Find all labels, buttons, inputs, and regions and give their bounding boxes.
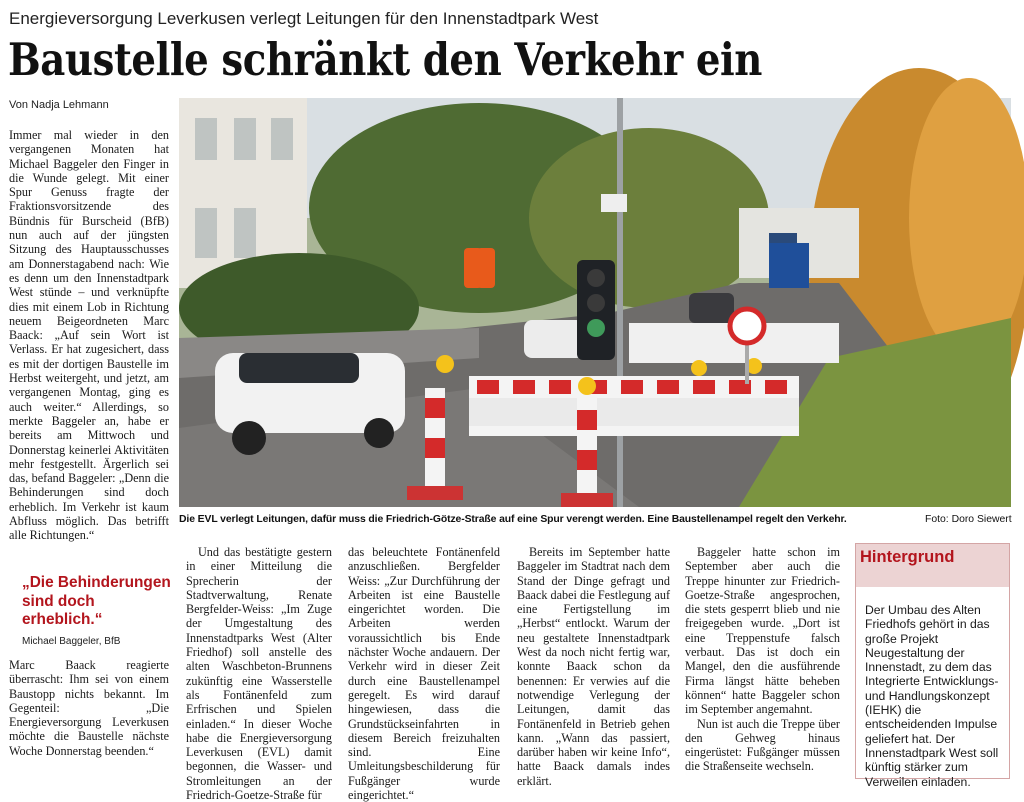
column-1-paragraph: Immer mal wieder in den vergangenen Monaten hat Michael Baggeler den Finger in die Wunde gelegt. Mit einer Spur Genuss fragte der Fraktionsvorsitzende des Bündnis für Burscheid (BfB) nun auch auf der jüngsten Sitzung des Hauptausschusses am Donnerstagabend nach: Wie es denn um den Innenstadtpark West stünde – und verknüpfte dies mit einem Lob in Richtung neuem Beigeordneten Marc Baack: „Auf sein Wort ist Verlass. Er hat zugesichert, dass es mit der dortigen Baustelle im Herbst weitergeht, und jetzt, am vergangenen Montag, ging es auch weiter.“ Allerdings, so merkte Baggeler an, habe er bereits am Mittwoch und Donnerstag keinerlei Aktivitäten mehr festgestellt. Ärgerlich sei das, befand Baggeler: „Denn die Behinderungen sind doch erheblich. Im Verkehr ist kaum Abfluss möglich. Das betrifft alle Richtungen.“: [9, 128, 169, 543]
column-2-paragraph: Und das bestätigte gestern in einer Mitteilung die Sprecherin der Stadtverwaltung, Renate Bergfelder-Weiss: „Im Zuge der Umgestaltung des Innenstadtparks West (Alter Friedhof) soll anstelle des alten Waschbeton-Brunnens zukünftig eine Wasserstelle als Fontänenfeld zum Erfrischen und Spielen einladen.“ In dieser Woche habe die Energieversorgung Leverkusen (EVL) damit begonnen, die Wasser- und Stromleitungen an der Friedrich-Goetze-Straße für: [186, 545, 332, 802]
photo-caption: Die EVL verlegt Leitungen, dafür muss die Friedrich-Götze-Straße auf eine Spur verengt werden. Eine Baustellenampel regelt den Verkehr.: [179, 514, 847, 525]
article-kicker: Energieversorgung Leverkusen verlegt Leitungen für den Innenstadtpark West: [9, 9, 599, 28]
background-info-box: [855, 543, 1010, 789]
column-5: [685, 545, 840, 780]
column-5-paragraph-1: Baggeler hatte schon im September aber auch die Treppe hinunter zur Friedrich-Goetze-Straße angesprochen, die stets gesperrt blieb und nie freigegeben wurde. „Dort ist eine Treppenstufe falsch verbaut. Das ist doch ein Mangel, den die ausführende Firma längst hätte beheben können“ hatte Baggeler schon im September angemahnt.: [685, 545, 840, 717]
column-4: [517, 545, 670, 788]
column-4-paragraph: Bereits im September hatte Baggeler im Stadtrat nach dem Stand der Dinge gefragt und Baack dabei die Festlegung auf eine Fertigstellung im „Herbst“ entlockt. Warum der neu gestaltete Innenstadtpark West da noch nicht fertig war, konnte Baack schon da benennen: Er verwies auf die notwendige Verlegung der Leitungen, damit das Fontänenfeld in Betrieb gehen kann. „Wann das passiert, darüber haben wir keine Info“, hatte Baack damals indes erklärt.: [517, 545, 670, 788]
pull-quote-source: Michael Baggeler, BfB: [22, 636, 121, 647]
background-info-text: Der Umbau des Alten Friedhofs gehört in das große Projekt Neugestaltung der Innenstadt, zu dem das Integrierte Entwicklungs- und Handlungskonzept (IEHK) die entscheidenden Impulse geliefert hat. Der Innenstadtpark West soll künftig stärker zum Verweilen einladen.: [865, 603, 999, 789]
column-1b-paragraph: Marc Baack reagierte überrascht: Ihm sei von einem Baustopp nichts bekannt. Im Gegenteil: „Die Energieversorgung Leverkusen möchte die Baustelle nächste Woche Donnerstag beenden.“: [9, 658, 169, 758]
construction-site-photo: [179, 98, 1011, 507]
column-3: [348, 545, 500, 802]
column-3-paragraph: das beleuchtete Fontänenfeld anzuschließen. Bergfelder Weiss: „Zur Durchführung der Arbeiten ist eine Baustelle eingerichtet worden. Die Arbeiten werden voraussichtlich bis Ende nächster Woche andauern. Der Verkehr wird in dieser Zeit durch eine Baustellenampel geregelt. Es wird darauf hingewiesen, dass die Grundstückseinfahrten in diesem Bereich freizuhalten sind. Eine Umleitungsbeschilderung für Fußgänger wurde eingerichtet.“: [348, 545, 500, 802]
article-author: Von Nadja Lehmann: [9, 99, 109, 111]
photo-credit: Foto: Doro Siewert: [925, 514, 1012, 525]
background-info-title: Hintergrund: [860, 548, 955, 566]
article-photo: [179, 98, 1011, 507]
pull-quote: „Die Behinderungen sind doch erheblich.“: [22, 574, 171, 628]
column-5-paragraph-2: Nun ist auch die Treppe über den Gehweg hinaus eingerüstet: Fußgänger müssen die Straßenseite wechseln.: [685, 716, 840, 774]
column-2: [186, 545, 332, 802]
column-1: [9, 128, 169, 558]
column-1-continued: [9, 658, 169, 780]
background-info-header: [856, 544, 1009, 587]
article-headline: Baustelle schränkt den Verkehr ein: [8, 33, 763, 86]
